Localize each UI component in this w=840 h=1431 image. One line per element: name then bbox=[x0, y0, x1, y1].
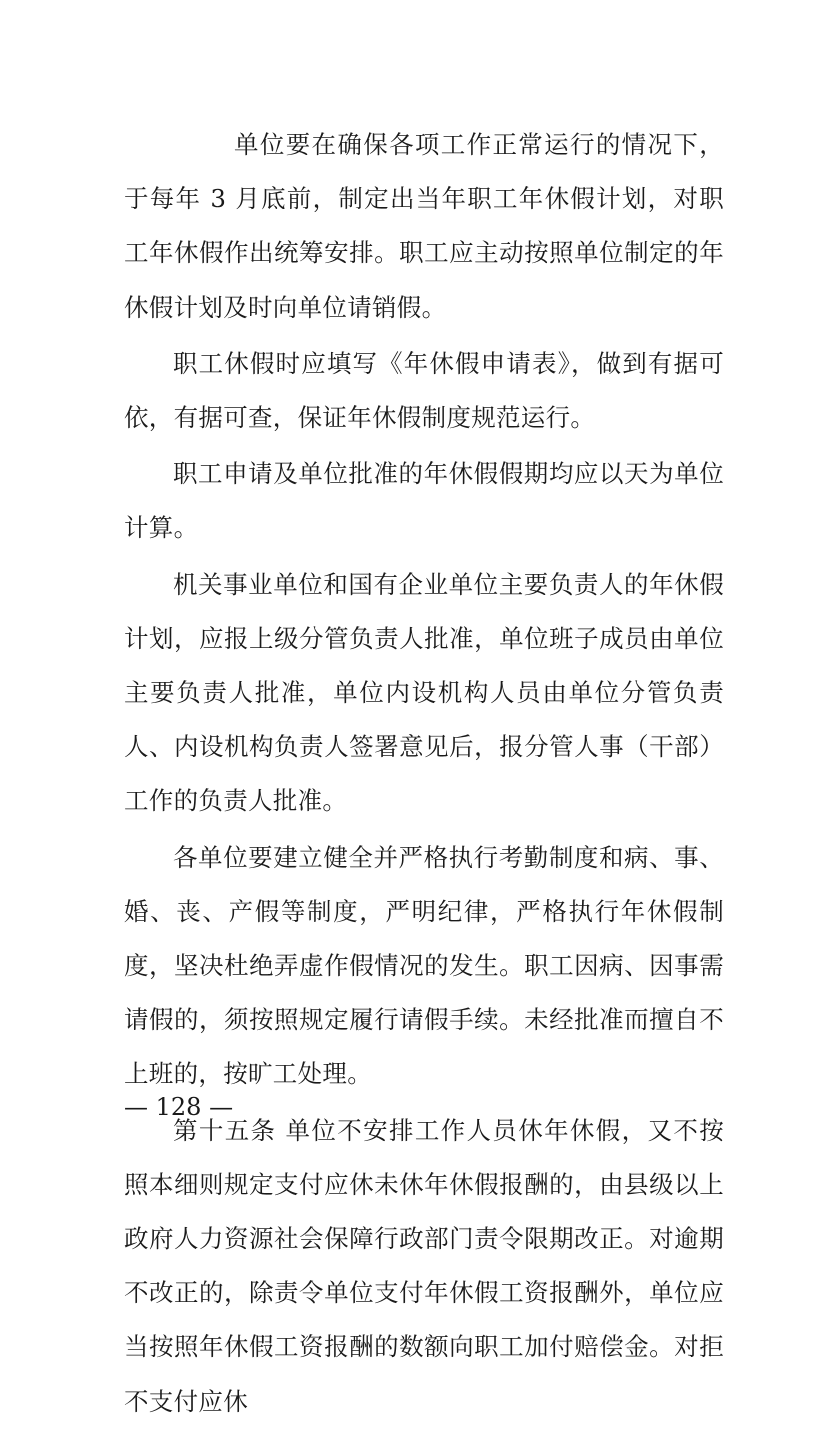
document-body bbox=[124, 118, 724, 1431]
paragraph-3: 职工申请及单位批准的年休假假期均应以天为单位计算。 bbox=[124, 459, 724, 543]
paragraph-4: 机关事业单位和国有企业单位主要负责人的年休假计划，应报上级分管负责人批准，单位班子成员由单位主要负责人批准，单位内设机构人员由单位分管负责人、内设机构负责人签署意见后，报分管人事（干部）工作的负责人批准。 bbox=[124, 569, 724, 816]
paragraph-1: 单位要在确保各项工作正常运行的情况下，于每年 3 月底前，制定出当年职工年休假计划，对职工年休假作出统筹安排。职工应主动按照单位制定的年休假计划及时向单位请销假。 bbox=[124, 130, 724, 322]
paragraph-6: 第十五条 单位不安排工作人员休年休假，又不按照本细则规定支付应休未休年休假报酬的，由县级以上政府人力资源社会保障行政部门责令限期改正。对逾期不改正的，除责令单位支付年休假工资报酬外，单位应当按照年休假工资报酬的数额向职工加付赔偿金。对拒不支付应休 bbox=[124, 1115, 724, 1416]
paragraph-2: 职工休假时应填写《年休假申请表》，做到有据可依，有据可查，保证年休假制度规范运行。 bbox=[124, 348, 724, 433]
paragraph-5: 各单位要建立健全并严格执行考勤制度和病、事、婚、丧、产假等制度，严明纪律，严格执行年休假制度，坚决杜绝弄虚作假情况的发生。职工因病、因事需请假的，须按照规定履行请假手续。未经批准而擅自不上班的，按旷工处理。 bbox=[124, 842, 724, 1089]
page-number: — 128 — bbox=[124, 1093, 234, 1121]
